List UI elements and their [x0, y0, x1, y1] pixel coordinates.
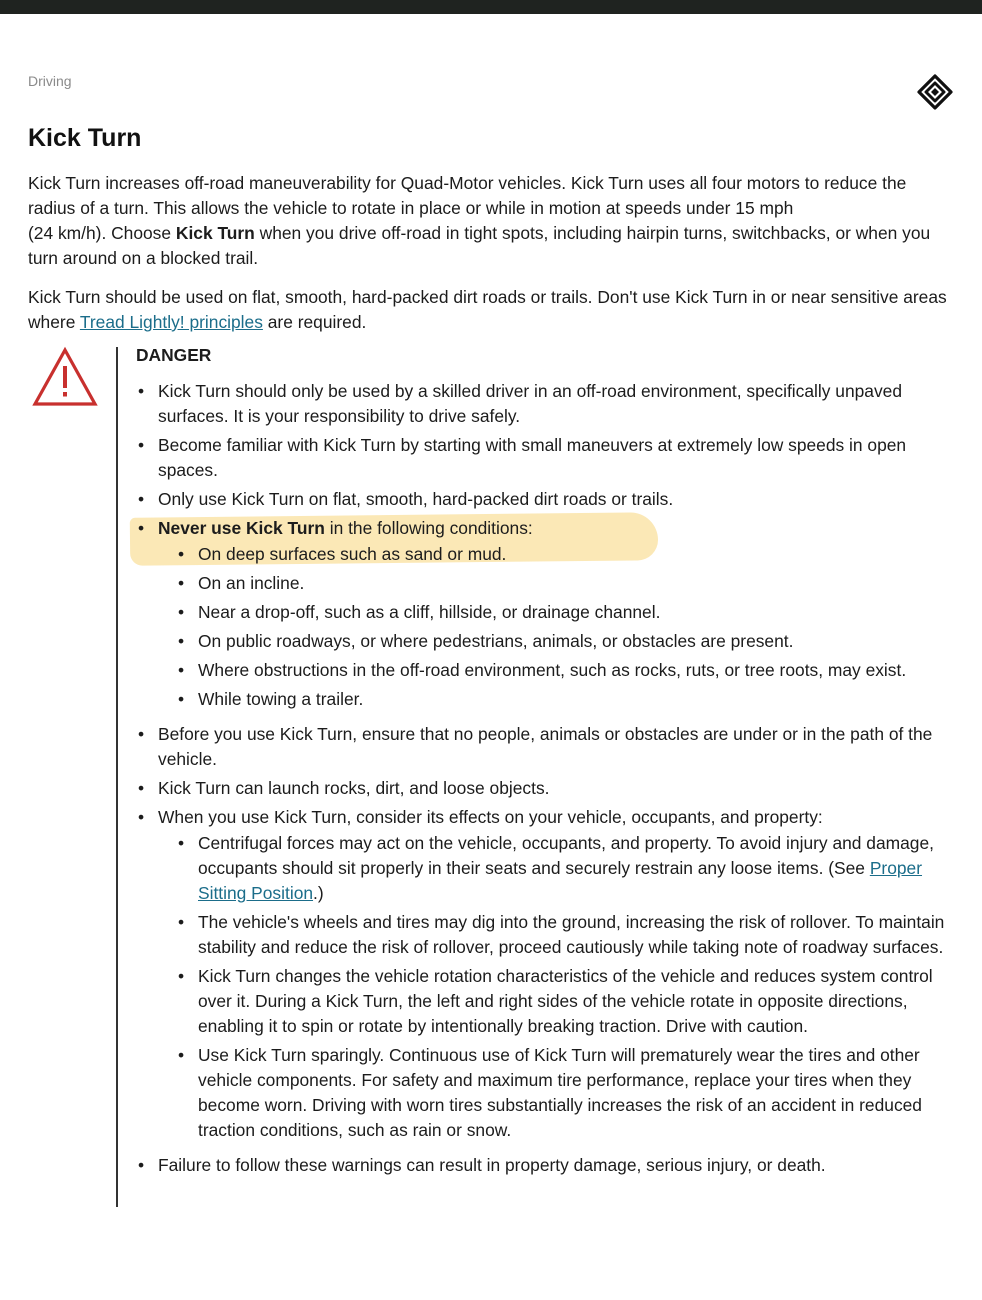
effects-list [158, 831, 956, 1143]
list-item-never-use [136, 516, 956, 712]
page-title: Kick Turn [28, 124, 142, 152]
list-item: • Where obstructions in the off-road environment, such as rocks, ruts, or tree roots, may exist. [158, 658, 956, 683]
list-item: • On public roadways, or where pedestrians, animals, or obstacles are present. [158, 629, 956, 654]
intro-text: Kick Turn increases off-road maneuverability for Quad-Motor vehicles. Kick Turn uses all four motors to reduce the radius of a turn. This allows the vehicle to rotate in place or while in motion at speeds under 15 mph [28, 173, 907, 218]
list-item: • While towing a trailer. [158, 687, 956, 712]
danger-list [136, 379, 956, 1182]
effects-intro: When you use Kick Turn, consider its effects on your vehicle, occupants, and property: [158, 807, 823, 827]
never-use-bold: Never use Kick Turn [158, 518, 325, 538]
list-item: • Kick Turn changes the vehicle rotation characteristics of the vehicle and reduces system control over it. During a Kick Turn, the left and right sides of the vehicle rotate in opposite directions, enabling it to spin or rotate by intentionally breaking traction. Drive with caution. [158, 964, 956, 1039]
list-item: • Become familiar with Kick Turn by starting with small maneuvers at extremely low speeds in open spaces. [136, 433, 956, 483]
list-item: • On an incline. [158, 571, 956, 596]
list-item: • Failure to follow these warnings can result in property damage, serious injury, or death. [136, 1153, 956, 1178]
breadcrumb[interactable]: Driving [28, 73, 72, 89]
effects-text: .) [313, 883, 324, 903]
intro-text: (24 km/h). Choose [28, 223, 176, 243]
danger-heading: DANGER [136, 345, 212, 365]
intro-paragraph-2 [28, 285, 958, 335]
intro-text: are required. [262, 312, 367, 332]
list-item: • The vehicle's wheels and tires may dig into the ground, increasing the risk of rollover. To maintain stability and reduce the risk of rollover, proceed cautiously while taking note of roadway surfaces. [158, 910, 956, 960]
tread-lightly-link[interactable]: Tread Lightly! principles [79, 312, 263, 332]
top-bar [0, 0, 982, 14]
list-item [158, 831, 956, 906]
list-item: • Use Kick Turn sparingly. Continuous use of Kick Turn will prematurely wear the tires and other vehicle components. For safety and maximum tire performance, replace your tires when they become worn. Driving with worn tires substantially increases the risk of an accident in reduced traction conditions, such as rain or snow. [158, 1043, 956, 1143]
list-item: • Kick Turn can launch rocks, dirt, and loose objects. [136, 776, 956, 801]
kick-turn-bold: Kick Turn [175, 223, 255, 243]
intro-paragraph-1 [28, 171, 958, 271]
diamond-logo-icon [917, 74, 953, 110]
list-item: • On deep surfaces such as sand or mud. [158, 542, 956, 567]
list-item: • Kick Turn should only be used by a skilled driver in an off-road environment, specifically unpaved surfaces. It is your responsibility to drive safely. [136, 379, 956, 429]
danger-divider [116, 347, 118, 1207]
never-use-text: in the following conditions: [324, 518, 533, 538]
effects-text: Centrifugal forces may act on the vehicle, occupants, and property. To avoid injury and damage, occupants should sit properly in their seats and securely restrain any loose items. (See [198, 833, 934, 878]
list-item: • Only use Kick Turn on flat, smooth, hard-packed dirt roads or trails. [136, 487, 956, 512]
list-item: • Before you use Kick Turn, ensure that no people, animals or obstacles are under or in the path of the vehicle. [136, 722, 956, 772]
conditions-list [158, 542, 956, 712]
proper-sitting-position-link[interactable]: Proper Sitting Position [198, 858, 923, 903]
intro-text: when you drive off-road in tight spots, including hairpin turns, switchbacks, or when you turn around on a blocked trail. [28, 223, 931, 268]
intro-text: Kick Turn should be used on flat, smooth, hard-packed dirt roads or trails. Don't use Kick Turn in or near sensitive areas where [28, 287, 947, 332]
list-item-effects [136, 805, 956, 1143]
list-item: • Near a drop-off, such as a cliff, hillside, or drainage channel. [158, 600, 956, 625]
warning-triangle-icon [31, 346, 99, 408]
